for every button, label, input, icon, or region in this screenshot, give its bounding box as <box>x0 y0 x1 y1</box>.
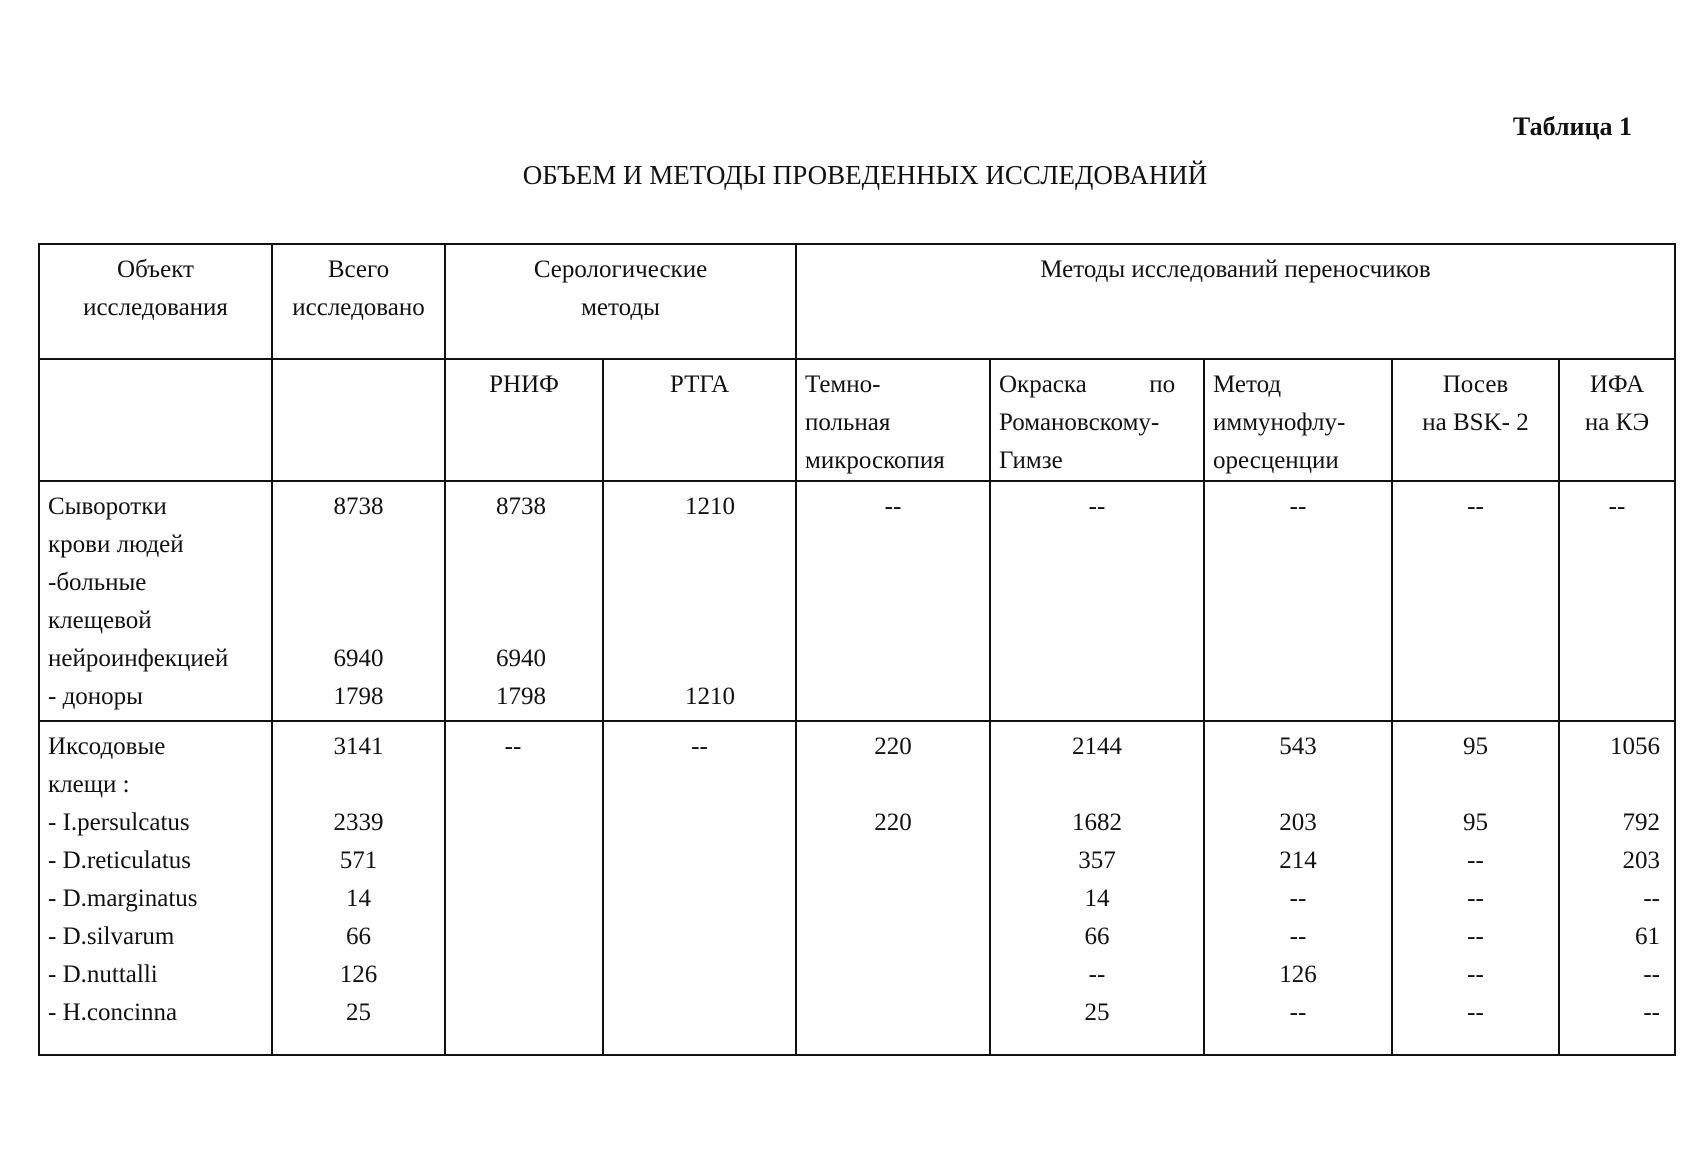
ticks-culture-line: -- <box>1467 923 1484 950</box>
ticks-romanowsky-line: -- <box>1088 961 1106 988</box>
header-row-1 <box>39 244 1675 359</box>
sera-object-line: Сыворотки <box>48 493 167 520</box>
ticks-immunofluor-line: 126 <box>1279 961 1317 988</box>
ticks-object-line: клещи : <box>48 771 130 798</box>
ticks-darkfield-line <box>805 994 981 1032</box>
ticks-immunofluor-line: 543 <box>1279 733 1317 760</box>
sera-total-line: 8738 <box>333 493 384 520</box>
ticks-immunofluor-line: -- <box>1289 923 1307 950</box>
ticks-object-line: Иксодовые <box>48 733 166 760</box>
ticks-darkfield-line <box>805 842 981 880</box>
sera-total-line <box>281 564 436 602</box>
ticks-culture-line: -- <box>1467 961 1484 988</box>
group-sera-row <box>39 481 1675 721</box>
header-immunofluor: Метод иммунофлу- оресценции <box>1204 359 1392 481</box>
ticks-romanowsky-line: 1682 <box>1072 809 1122 836</box>
header-object: Объект исследования <box>39 244 272 359</box>
sera-object-line: клещевой <box>48 607 152 634</box>
ticks-total-line: 126 <box>339 961 378 988</box>
ticks-culture <box>1392 721 1559 1055</box>
ticks-darkfield-line <box>805 766 981 804</box>
sera-rnif-line: 1798 <box>496 683 546 710</box>
sera-romanowsky-line: -- <box>1088 493 1106 520</box>
ticks-immunofluor-line <box>1213 766 1383 804</box>
sera-darkfield-line: -- <box>884 493 902 520</box>
ticks-ifa-line: 61 <box>1635 923 1660 950</box>
header-rtga: РТГА <box>603 359 796 481</box>
ticks-rtga <box>603 721 796 1055</box>
ticks-ifa-line: -- <box>1643 999 1660 1026</box>
ticks-ifa-line: 792 <box>1622 809 1660 836</box>
sera-rtga-line <box>612 640 735 678</box>
sera-culture-line: -- <box>1467 493 1484 520</box>
sera-rnif-line: 8738 <box>496 493 546 520</box>
ticks-object-line: - I.persulcatus <box>48 809 190 836</box>
ticks-romanowsky-line: 357 <box>1078 847 1116 874</box>
sera-darkfield <box>796 481 990 721</box>
ticks-total-line: 66 <box>346 923 371 950</box>
header-total: Всего исследовано <box>272 244 445 359</box>
ticks-rnif-line: -- <box>504 733 522 760</box>
sera-rtga <box>603 481 796 721</box>
ticks-immunofluor-line: 214 <box>1279 847 1317 874</box>
ticks-total-line: 571 <box>339 847 378 874</box>
ticks-immunofluor <box>1204 721 1392 1055</box>
sera-rnif-line <box>496 564 594 602</box>
sera-total-line <box>281 602 436 640</box>
header-vector-methods: Методы исследований переносчиков <box>796 244 1675 359</box>
header-ifa: ИФА на КЭ <box>1559 359 1675 481</box>
ticks-total-line: 14 <box>346 885 371 912</box>
sera-rnif-line: 6940 <box>496 645 546 672</box>
ticks-ifa-line <box>1568 766 1660 804</box>
header-rnif: РНИФ <box>445 359 603 481</box>
sera-immunofluor <box>1204 481 1392 721</box>
sera-rnif-line <box>496 526 594 564</box>
ticks-object-line: - D.marginatus <box>48 885 198 912</box>
ticks-culture-line: -- <box>1467 999 1484 1026</box>
sera-rtga-line: 1210 <box>685 493 735 520</box>
ticks-ifa-line: 203 <box>1622 847 1660 874</box>
sera-total-line: 1798 <box>333 683 384 710</box>
sera-ifa <box>1559 481 1675 721</box>
ticks-darkfield-line <box>805 918 981 956</box>
ticks-ifa-line: -- <box>1643 885 1660 912</box>
sera-object <box>39 481 272 721</box>
header-culture: Посев на BSK- 2 <box>1392 359 1559 481</box>
ticks-culture-line: -- <box>1467 885 1484 912</box>
ticks-romanowsky-line <box>999 766 1195 804</box>
ticks-total-line <box>281 766 436 804</box>
sera-rtga-line <box>612 602 735 640</box>
sera-object-line: - доноры <box>48 683 143 710</box>
ticks-rtga-line: -- <box>691 733 708 760</box>
header-romanowsky: Окраска по Романовскому- Гимзе <box>990 359 1204 481</box>
ticks-object-line: - D.silvarum <box>48 923 175 950</box>
ticks-romanowsky <box>990 721 1204 1055</box>
ticks-darkfield-line: 220 <box>874 809 912 836</box>
ticks-total <box>272 721 445 1055</box>
sera-rtga-line: 1210 <box>685 683 735 710</box>
ticks-ifa <box>1559 721 1675 1055</box>
ticks-ifa-line: -- <box>1643 961 1660 988</box>
sera-rtga-line <box>612 526 735 564</box>
sera-ifa-line: -- <box>1608 493 1626 520</box>
ticks-romanowsky-line: 25 <box>1084 999 1110 1026</box>
ticks-darkfield-line <box>805 880 981 918</box>
sera-object-line: -больные <box>48 569 147 596</box>
ticks-total-line: 25 <box>346 999 371 1026</box>
ticks-immunofluor-line: -- <box>1289 885 1307 912</box>
ticks-darkfield <box>796 721 990 1055</box>
header-empty-object <box>39 359 272 481</box>
sera-rnif-line <box>496 602 594 640</box>
ticks-object-line: - H.concinna <box>48 999 178 1026</box>
header-darkfield: Темно- польная микроскопия <box>796 359 990 481</box>
ticks-culture-line <box>1401 766 1550 804</box>
ticks-object-line: - D.nuttalli <box>48 961 158 988</box>
ticks-romanowsky-line: 2144 <box>1072 733 1122 760</box>
sera-romanowsky <box>990 481 1204 721</box>
sera-rtga-line <box>612 564 735 602</box>
sera-object-line: крови людей <box>48 531 184 558</box>
ticks-romanowsky-line: 14 <box>1084 885 1110 912</box>
sera-total-line <box>281 526 436 564</box>
ticks-total-line: 3141 <box>333 733 384 760</box>
ticks-culture-line: -- <box>1467 847 1484 874</box>
sera-object-line: нейроинфекцией <box>48 645 229 672</box>
group-ticks-row <box>39 721 1675 1055</box>
ticks-romanowsky-line: 66 <box>1084 923 1110 950</box>
ticks-immunofluor-line: 203 <box>1279 809 1317 836</box>
ticks-darkfield-line <box>805 956 981 994</box>
ticks-rnif <box>445 721 603 1055</box>
sera-total <box>272 481 445 721</box>
header-empty-total <box>272 359 445 481</box>
ticks-culture-line: 95 <box>1463 809 1488 836</box>
sera-rnif <box>445 481 603 721</box>
ticks-culture-line: 95 <box>1463 733 1488 760</box>
sera-culture <box>1392 481 1559 721</box>
sera-total-line: 6940 <box>333 645 384 672</box>
ticks-total-line: 2339 <box>333 809 384 836</box>
ticks-ifa-line: 1056 <box>1610 733 1660 760</box>
ticks-object-line: - D.reticulatus <box>48 847 192 874</box>
research-table <box>38 243 1676 1056</box>
ticks-object <box>39 721 272 1055</box>
ticks-darkfield-line: 220 <box>874 733 912 760</box>
header-serological: Серологические методы <box>445 244 796 359</box>
table-title: ОБЪЕМ И МЕТОДЫ ПРОВЕДЕННЫХ ИССЛЕДОВАНИЙ <box>522 160 1208 190</box>
sera-immunofluor-line: -- <box>1289 493 1307 520</box>
ticks-immunofluor-line: -- <box>1289 999 1307 1026</box>
table-label: Таблица 1 <box>1512 112 1632 141</box>
header-row-2 <box>39 359 1675 481</box>
